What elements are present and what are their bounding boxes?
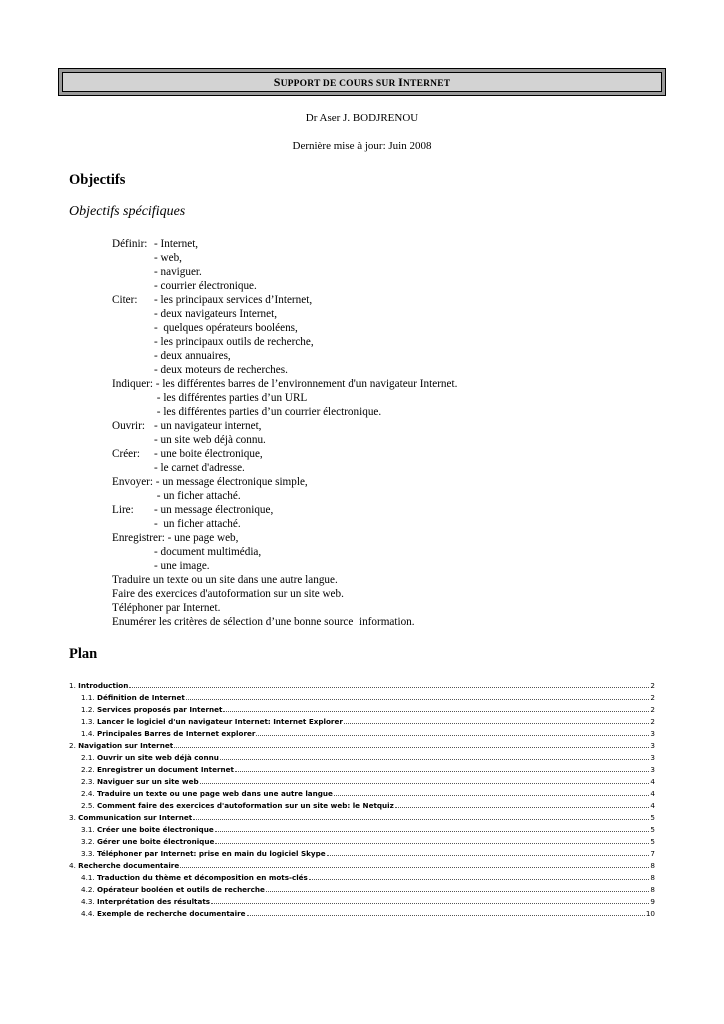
toc-title[interactable]: Comment faire des exercices d'autoformation sur un site web: le Netquiz xyxy=(97,801,394,810)
toc-leader-dots xyxy=(223,705,649,712)
toc-number: 2.3. xyxy=(81,777,97,786)
objective-item: - un ficher attaché. xyxy=(154,518,241,530)
objective-line xyxy=(112,321,672,335)
toc-leader-dots xyxy=(211,897,649,904)
toc-title[interactable]: Services proposés par Internet xyxy=(97,705,223,714)
toc-page-number: 9 xyxy=(650,897,655,906)
toc-leader-dots xyxy=(215,837,649,844)
toc-title[interactable]: Recherche documentaire xyxy=(78,861,180,870)
toc-number: 2.5. xyxy=(81,801,97,810)
toc-page-number: 8 xyxy=(650,861,655,870)
toc-title[interactable]: Définition de Internet xyxy=(97,693,185,702)
objective-line xyxy=(112,559,672,573)
toc-leader-dots xyxy=(174,741,649,748)
toc-page-number: 2 xyxy=(650,717,655,726)
objective-line xyxy=(112,573,672,587)
objective-line xyxy=(112,461,672,475)
toc-page-number: 3 xyxy=(650,741,655,750)
toc-number: 4.1. xyxy=(81,873,97,882)
toc-entry[interactable] xyxy=(69,740,655,752)
objective-line xyxy=(112,405,672,419)
title-part: NTERNET xyxy=(402,78,451,89)
toc-page-number: 4 xyxy=(650,777,655,786)
toc-title[interactable]: Communication sur Internet xyxy=(78,813,193,822)
objective-item: - un site web déjà connu. xyxy=(154,434,266,446)
title-initial: I xyxy=(398,74,403,89)
toc-number: 1. xyxy=(69,681,79,690)
toc-page-number: 4 xyxy=(650,789,655,798)
toc-leader-dots xyxy=(247,909,645,916)
objective-label: Lire: xyxy=(112,504,134,516)
toc-entry[interactable] xyxy=(69,860,655,872)
title-part: UPPORT DE COURS SUR xyxy=(280,78,399,89)
toc-leader-dots xyxy=(200,777,650,784)
document-title xyxy=(274,75,451,90)
objective-item: - courrier électronique. xyxy=(154,280,257,292)
objective-line xyxy=(112,293,672,307)
toc-entry[interactable] xyxy=(69,896,655,908)
objective-line xyxy=(112,377,672,391)
update-line: Dernière mise à jour: Juin 2008 xyxy=(292,140,432,152)
toc-leader-dots xyxy=(334,789,650,796)
toc-page-number: 7 xyxy=(650,849,655,858)
toc-page-number: 2 xyxy=(650,693,655,702)
toc-page-number: 5 xyxy=(650,813,655,822)
objective-item: - un message électronique, xyxy=(154,504,274,516)
title-box xyxy=(58,68,666,96)
objective-item: - une image. xyxy=(154,560,210,572)
toc-leader-dots xyxy=(327,849,650,856)
toc-page-number: 3 xyxy=(650,729,655,738)
toc-leader-dots xyxy=(266,885,650,892)
toc-number: 2.2. xyxy=(81,765,97,774)
toc-page-number: 2 xyxy=(650,705,655,714)
objective-item: - le carnet d'adresse. xyxy=(154,462,245,474)
objective-line xyxy=(112,237,672,251)
toc-entry[interactable] xyxy=(69,704,655,716)
title-initial: S xyxy=(273,74,281,89)
toc-page-number: 10 xyxy=(645,909,655,918)
toc-title[interactable]: Traduction du thème et décomposition en mots-clés xyxy=(97,873,308,882)
objective-label: Envoyer: - un message électronique simple, xyxy=(112,476,308,488)
objective-line xyxy=(112,475,672,489)
toc-number: 2.4. xyxy=(81,789,97,798)
objective-line xyxy=(112,489,672,503)
toc-number: 2.1. xyxy=(81,753,97,762)
objective-line xyxy=(112,587,672,601)
toc-title[interactable]: Principales Barres de Internet explorer xyxy=(97,729,256,738)
toc-leader-dots xyxy=(344,717,650,724)
objective-item: - deux moteurs de recherches. xyxy=(154,364,288,376)
objective-line xyxy=(112,601,672,615)
toc-entry[interactable] xyxy=(69,872,655,884)
toc-leader-dots xyxy=(256,729,649,736)
objective-label: Faire des exercices d'autoformation sur un site web. xyxy=(112,588,344,600)
objective-line xyxy=(112,279,672,293)
objective-line xyxy=(112,517,672,531)
objective-label: Téléphoner par Internet. xyxy=(112,602,221,614)
toc-number: 3.2. xyxy=(81,837,97,846)
table-of-contents xyxy=(69,680,655,920)
objective-item: - une boite électronique, xyxy=(154,448,263,460)
objective-label: Traduire un texte ou un site dans une autre langue. xyxy=(112,574,338,586)
objective-line xyxy=(112,349,672,363)
objective-label: Enumérer les critères de sélection d’une bonne source information. xyxy=(112,616,415,628)
toc-title[interactable]: Navigation sur Internet xyxy=(78,741,174,750)
objective-item: - deux annuaires, xyxy=(154,350,231,362)
toc-page-number: 5 xyxy=(650,825,655,834)
toc-leader-dots xyxy=(129,681,649,688)
title-box-inner xyxy=(62,72,662,92)
objective-line xyxy=(112,531,672,545)
objective-line xyxy=(112,419,672,433)
toc-entry[interactable] xyxy=(69,908,655,920)
objective-line xyxy=(112,363,672,377)
toc-leader-dots xyxy=(193,813,649,820)
objective-line xyxy=(112,265,672,279)
toc-leader-dots xyxy=(215,825,650,832)
toc-title[interactable]: Traduire un texte ou une page web dans une autre langue xyxy=(97,789,333,798)
toc-page-number: 4 xyxy=(650,801,655,810)
objective-label: Citer: xyxy=(112,294,138,306)
toc-number: 1.1. xyxy=(81,693,97,702)
objective-line xyxy=(112,615,672,629)
objective-label: Définir: xyxy=(112,238,148,250)
toc-number: 1.4. xyxy=(81,729,97,738)
toc-title[interactable]: Naviguer sur un site web xyxy=(97,777,199,786)
toc-number: 4. xyxy=(69,861,79,870)
objective-line xyxy=(112,307,672,321)
toc-number: 4.3. xyxy=(81,897,97,906)
toc-entry[interactable] xyxy=(69,680,655,692)
objective-item: - les principaux outils de recherche, xyxy=(154,336,314,348)
toc-leader-dots xyxy=(309,873,650,880)
toc-title[interactable]: Enregistrer un document Internet xyxy=(97,765,234,774)
toc-number: 3.1. xyxy=(81,825,97,834)
heading-objectifs-specifiques: Objectifs spécifiques xyxy=(69,204,186,219)
objective-item: - Internet, xyxy=(154,238,199,250)
toc-title[interactable]: Lancer le logiciel d'un navigateur Internet: Internet Explorer xyxy=(97,717,343,726)
toc-number: 1.3. xyxy=(81,717,97,726)
objectives-list xyxy=(112,237,672,629)
toc-page-number: 8 xyxy=(650,885,655,894)
toc-entry[interactable] xyxy=(69,848,655,860)
objective-line xyxy=(112,447,672,461)
objective-line xyxy=(112,433,672,447)
objective-item: - quelques opérateurs booléens, xyxy=(154,322,298,334)
toc-page-number: 3 xyxy=(650,765,655,774)
toc-title[interactable]: Gérer une boite électronique xyxy=(97,837,215,846)
objective-item: - un navigateur internet, xyxy=(154,420,262,432)
toc-entry[interactable] xyxy=(69,836,655,848)
objective-label: Ouvrir: xyxy=(112,420,145,432)
objective-item: - document multimédia, xyxy=(154,546,262,558)
objective-item: - les différentes parties d’un courrier électronique. xyxy=(154,406,382,418)
objective-line xyxy=(112,391,672,405)
toc-entry[interactable] xyxy=(69,812,655,824)
objective-line xyxy=(112,251,672,265)
toc-leader-dots xyxy=(235,765,649,772)
toc-number: 3. xyxy=(69,813,79,822)
toc-title[interactable]: Exemple de recherche documentaire xyxy=(97,909,246,918)
objective-line xyxy=(112,545,672,559)
objective-item: - un ficher attaché. xyxy=(154,490,241,502)
toc-number: 3.3. xyxy=(81,849,97,858)
toc-entry[interactable] xyxy=(69,752,655,764)
toc-leader-dots xyxy=(395,801,650,808)
toc-entry[interactable] xyxy=(69,728,655,740)
toc-leader-dots xyxy=(180,861,649,868)
objective-item: - naviguer. xyxy=(154,266,202,278)
toc-page-number: 3 xyxy=(650,753,655,762)
toc-entry[interactable] xyxy=(69,764,655,776)
toc-number: 2. xyxy=(69,741,79,750)
objective-label: Créer: xyxy=(112,448,140,460)
toc-leader-dots xyxy=(220,753,650,760)
heading-objectifs: Objectifs xyxy=(69,172,126,188)
toc-entry[interactable] xyxy=(69,776,655,788)
toc-title[interactable]: Interprétation des résultats xyxy=(97,897,211,906)
toc-title[interactable]: Créer une boite électronique xyxy=(97,825,214,834)
toc-number: 1.2. xyxy=(81,705,97,714)
toc-entry[interactable] xyxy=(69,800,655,812)
objective-item: - deux navigateurs Internet, xyxy=(154,308,278,320)
toc-page-number: 2 xyxy=(650,681,655,690)
toc-entry[interactable] xyxy=(69,788,655,800)
objective-item: - web, xyxy=(154,252,182,264)
toc-entry[interactable] xyxy=(69,692,655,704)
objective-label: Enregistrer: - une page web, xyxy=(112,532,239,544)
toc-title[interactable]: Introduction xyxy=(78,681,129,690)
objective-line xyxy=(112,335,672,349)
toc-entry[interactable] xyxy=(69,884,655,896)
author-line: Dr Aser J. BODJRENOU xyxy=(305,112,419,124)
toc-entry[interactable] xyxy=(69,824,655,836)
objective-line xyxy=(112,503,672,517)
toc-page-number: 8 xyxy=(650,873,655,882)
toc-page-number: 5 xyxy=(650,837,655,846)
objective-item: - les principaux services d’Internet, xyxy=(154,294,313,306)
toc-entry[interactable] xyxy=(69,716,655,728)
objective-label: Indiquer: - les différentes barres de l’environnement d'un navigateur Internet. xyxy=(112,378,458,390)
toc-leader-dots xyxy=(186,693,650,700)
toc-title[interactable]: Opérateur booléen et outils de recherche xyxy=(97,885,265,894)
toc-title[interactable]: Téléphoner par Internet: prise en main du logiciel Skype xyxy=(97,849,326,858)
toc-title[interactable]: Ouvrir un site web déjà connu xyxy=(97,753,219,762)
heading-plan: Plan xyxy=(69,646,98,662)
objective-item: - les différentes parties d’un URL xyxy=(154,392,308,404)
toc-number: 4.2. xyxy=(81,885,97,894)
toc-number: 4.4. xyxy=(81,909,97,918)
